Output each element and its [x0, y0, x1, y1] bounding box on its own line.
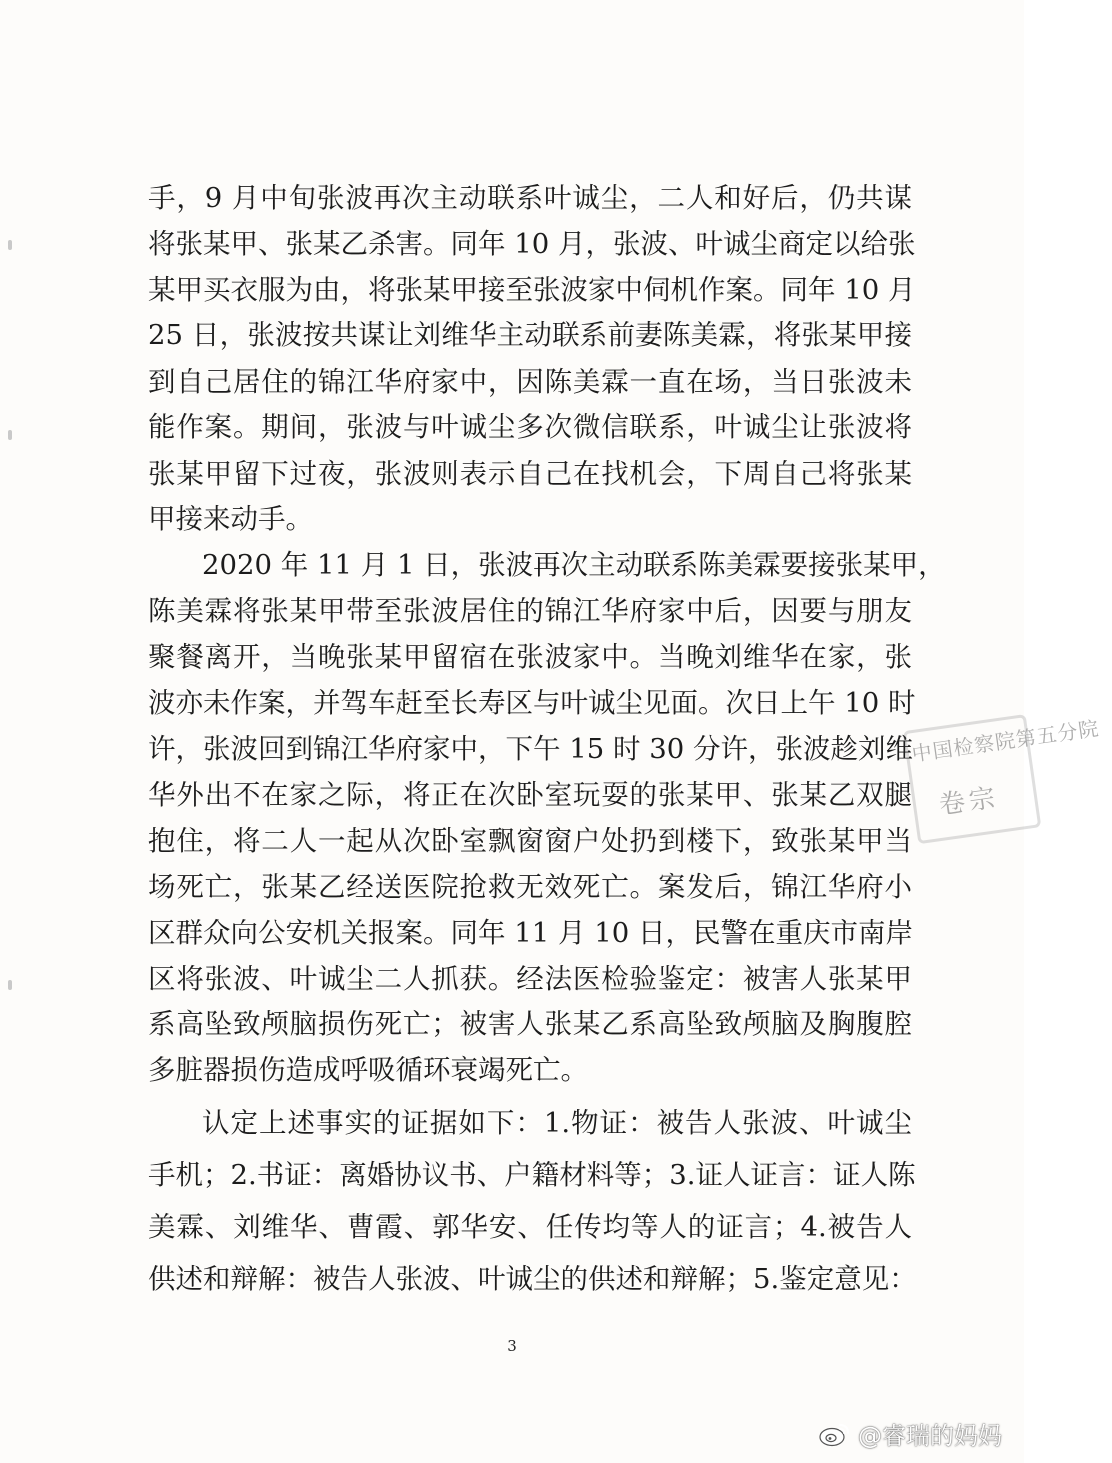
text-line: 张某甲留下过夜，张波则表示自己在找机会，下周自己将张某	[148, 458, 912, 490]
stamp-text: 卷宗	[937, 782, 1001, 821]
text-line: 区群众向公安机关报案。同年 11 月 10 日，民警在重庆市南岸	[148, 917, 913, 949]
scan-mark	[8, 980, 12, 990]
official-stamp	[900, 712, 1101, 847]
text-line: 手机；2.书证：离婚协议书、户籍材料等；3.证人证言：证人陈	[148, 1159, 916, 1191]
text-line: 甲接来动手。	[148, 503, 313, 535]
text-line: 波亦未作案，并驾车赶至长寿区与叶诚尘见面。次日上午 10 时	[148, 687, 916, 719]
text-line: 供述和辩解：被告人张波、叶诚尘的供述和辩解；5.鉴定意见：	[148, 1263, 917, 1295]
paragraph-first-line: 认定上述事实的证据如下：1.物证：被告人张波、叶诚尘	[202, 1107, 912, 1139]
text-line: 华外出不在家之际，将正在次卧室玩耍的张某甲、张某乙双腿	[148, 779, 912, 811]
text-line: 多脏器损伤造成呼吸循环衰竭死亡。	[148, 1054, 588, 1086]
text-line: 区将张波、叶诚尘二人抓获。经法医检验鉴定：被害人张某甲	[148, 963, 912, 995]
watermark	[818, 1416, 1002, 1451]
page-number: 3	[507, 1337, 517, 1355]
text-line: 场死亡，张某乙经送医院抢救无效死亡。案发后，锦江华府小	[148, 871, 912, 903]
weibo-icon	[818, 1420, 852, 1448]
text-line: 能作案。期间，张波与叶诚尘多次微信联系，叶诚尘让张波将	[148, 411, 912, 443]
text-line: 美霖、刘维华、曹霞、郭华安、任传均等人的证言；4.被告人	[148, 1211, 912, 1243]
text-line: 某甲买衣服为由，将张某甲接至张波家中伺机作案。同年 10 月	[148, 274, 916, 306]
text-line: 抱住，将二人一起从次卧室飘窗窗户处扔到楼下，致张某甲当	[148, 825, 912, 857]
text-line: 许，张波回到锦江华府家中，下午 15 时 30 分许，张波趁刘维	[148, 733, 913, 765]
text-line: 到自己居住的锦江华府家中，因陈美霖一直在场，当日张波未	[148, 366, 912, 398]
text-line: 25 日，张波按共谋让刘维华主动联系前妻陈美霖，将张某甲接	[148, 319, 912, 351]
stamp-text: 中国检察院第五分院	[910, 716, 1101, 767]
scan-mark	[8, 430, 12, 440]
paragraph-first-line: 2020 年 11 月 1 日，张波再次主动联系陈美霖要接张某甲，	[202, 549, 946, 581]
watermark-text: @睿瑞的妈妈	[858, 1422, 1002, 1450]
scan-mark	[8, 240, 12, 250]
text-line: 系高坠致颅脑损伤死亡；被害人张某乙系高坠致颅脑及胸腹腔	[148, 1008, 912, 1040]
text-line: 聚餐离开，当晚张某甲留宿在张波家中。当晚刘维华在家，张	[148, 641, 912, 673]
text-line: 将张某甲、张某乙杀害。同年 10 月，张波、叶诚尘商定以给张	[148, 228, 916, 260]
text-line: 陈美霖将张某甲带至张波居住的锦江华府家中后，因要与朋友	[148, 595, 912, 627]
text-line: 手，9 月中旬张波再次主动联系叶诚尘，二人和好后，仍共谋	[148, 182, 912, 214]
